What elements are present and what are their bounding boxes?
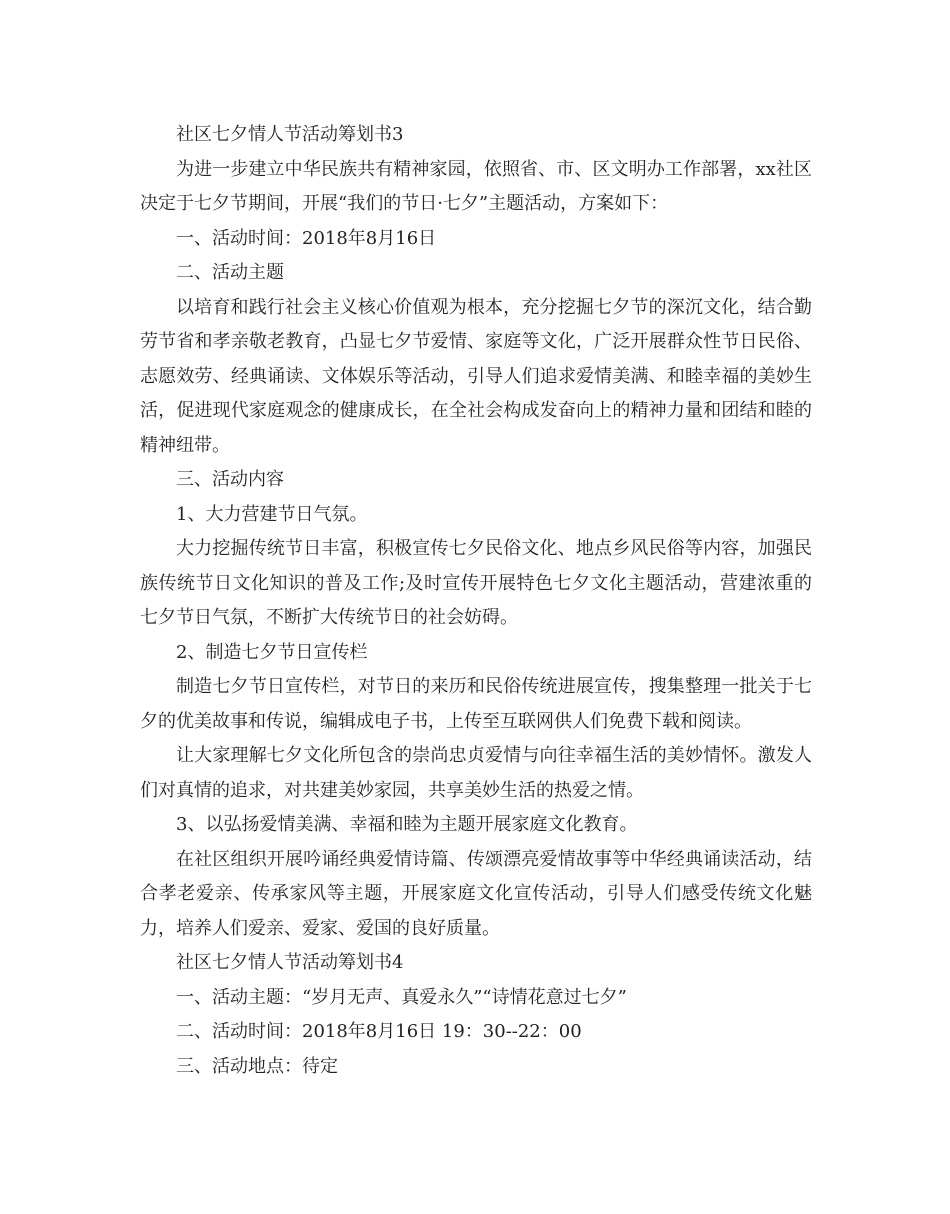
item-2-heading: 2、制造七夕节日宣传栏 <box>176 641 368 663</box>
activity-theme-paragraph: 以培育和践行社会主义核心价值观为根本，充分挖掘七夕节的深沉文化，结合勤劳节省和孝亲敬老教育，凸显七夕节爱情、家庭等文化，广泛开展群众性节日民俗、志愿效劳、经典诵读、文体娱乐等活动，引导人们追求爱情美满、和睦幸福的美妙生活，促进现代家庭观念的健康成长，在全社会构成发奋向上的精神力量和团结和睦的精神纽带。 <box>140 296 812 456</box>
document-body <box>140 118 812 1084</box>
intro-paragraph: 为进一步建立中华民族共有精神家园，依照省、市、区文明办工作部署，xx社区决定于七夕节期间，开展“我们的节日·七夕”主题活动，方案如下： <box>140 158 812 214</box>
item-3-heading: 3、以弘扬爱情美满、幸福和睦为主题开展家庭文化教育。 <box>176 814 638 835</box>
section-title-plan-3: 社区七夕情人节活动筹划书3 <box>176 124 404 145</box>
plan-4-location: 三、活动地点：待定 <box>176 1055 338 1077</box>
section-title-plan-4: 社区七夕情人节活动筹划书4 <box>176 952 404 973</box>
item-2-paragraph-continued: 让大家理解七夕文化所包含的崇尚忠贞爱情与向往幸福生活的美妙情怀。激发人们对真情的追求，对共建美妙家园，共享美妙生活的热爱之情。 <box>140 745 812 801</box>
plan-4-theme: 一、活动主题：“岁月无声、真爱永久”“诗情花意过七夕” <box>176 986 627 1008</box>
item-1-paragraph: 大力挖掘传统节日丰富，积极宣传七夕民俗文化、地点乡风民俗等内容，加强民族传统节日文化知识的普及工作;及时宣传开展特色七夕文化主题活动，营建浓重的七夕节日气氛，不断扩大传统节日的社会妨碍。 <box>140 538 812 628</box>
activity-theme-heading: 二、活动主题 <box>176 262 284 283</box>
item-2-paragraph: 制造七夕节日宣传栏，对节日的来历和民俗传统进展宣传，搜集整理一批关于七夕的优美故事和传说，编辑成电子书，上传至互联网供人们免费下载和阅读。 <box>140 676 812 732</box>
activity-time: 一、活动时间：2018年8月16日 <box>176 227 437 249</box>
item-1-heading: 1、大力营建节日气氛。 <box>176 503 368 525</box>
activity-content-heading: 三、活动内容 <box>176 469 284 490</box>
item-3-paragraph: 在社区组织开展吟诵经典爱情诗篇、传颂漂亮爱情故事等中华经典诵读活动，结合孝老爱亲、传承家风等主题，开展家庭文化宣传活动，引导人们感受传统文化魅力，培养人们爱亲、爱家、爱国的良好质量。 <box>140 848 812 939</box>
plan-4-time: 二、活动时间：2018年8月16日 19：30--22：00 <box>176 1021 582 1042</box>
